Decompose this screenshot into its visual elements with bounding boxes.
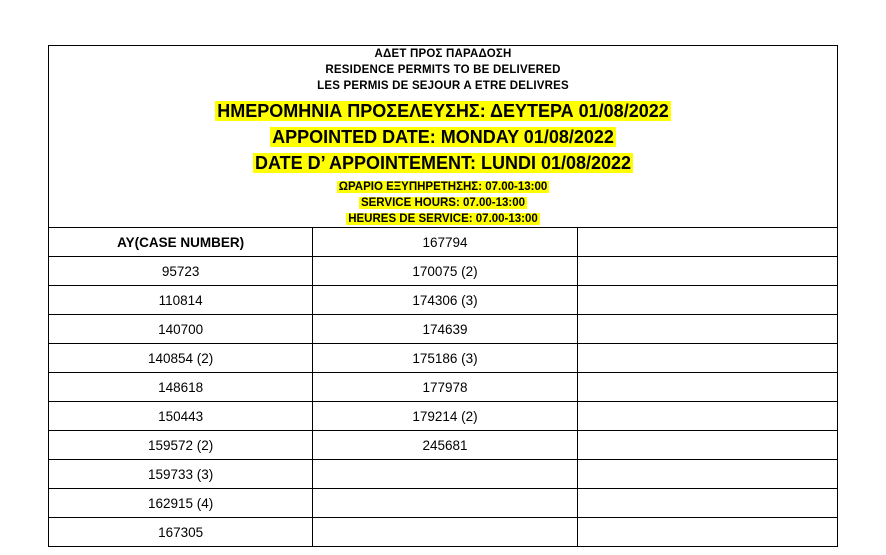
case-number-cell: 167305 <box>49 518 313 547</box>
empty-cell <box>577 518 837 547</box>
empty-cell <box>313 489 577 518</box>
empty-cell <box>577 344 837 373</box>
empty-cell <box>313 460 577 489</box>
table-row <box>49 286 838 315</box>
service-hours-block <box>49 179 837 227</box>
case-number-cell: 110814 <box>49 286 313 315</box>
appointment-greek-text: ΗΜΕΡΟΜΗΝΙΑ ΠΡΟΣΕΛΕΥΣΗΣ: ΔΕΥΤΕΡΑ 01/08/2022 <box>217 101 669 121</box>
hours-greek-text: ΩΡΑΡΙΟ ΕΞΥΠΗΡΕΤΗΣΗΣ: 07.00-13:00 <box>338 181 548 193</box>
case-number-column-header: ΑΥ(CASE NUMBER) <box>49 228 313 257</box>
case-number-cell: 162915 (4) <box>49 489 313 518</box>
table-row <box>49 315 838 344</box>
empty-cell <box>313 518 577 547</box>
permits-table <box>48 45 838 547</box>
empty-cell <box>577 402 837 431</box>
table-row <box>49 431 838 460</box>
table-row <box>49 228 838 257</box>
table-row <box>49 489 838 518</box>
empty-cell <box>577 460 837 489</box>
empty-cell <box>577 286 837 315</box>
appointment-french-text: DATE D’ APPOINTEMENT: LUNDI 01/08/2022 <box>254 153 632 173</box>
appointment-greek <box>49 98 837 124</box>
empty-cell <box>577 489 837 518</box>
case-number-cell: 150443 <box>49 402 313 431</box>
hours-english <box>49 195 837 211</box>
empty-cell <box>577 315 837 344</box>
case-number-cell: 170075 (2) <box>313 257 577 286</box>
table-row <box>49 373 838 402</box>
hours-french <box>49 211 837 227</box>
hours-english-text: SERVICE HOURS: 07.00-13:00 <box>360 197 526 209</box>
case-number-cell: 148618 <box>49 373 313 402</box>
case-number-cell: 140854 (2) <box>49 344 313 373</box>
appointment-english-text: APPOINTED DATE: MONDAY 01/08/2022 <box>272 127 614 147</box>
hours-greek <box>49 179 837 195</box>
title-greek: ΑΔΕΤ ΠΡΟΣ ΠΑΡΑΔΟΣΗ <box>374 48 512 60</box>
empty-cell <box>577 228 837 257</box>
table-row <box>49 518 838 547</box>
case-number-cell: 159733 (3) <box>49 460 313 489</box>
empty-cell <box>577 257 837 286</box>
table-row <box>49 344 838 373</box>
header-row <box>49 46 838 228</box>
case-number-cell: 179214 (2) <box>313 402 577 431</box>
empty-cell <box>577 373 837 402</box>
case-number-cell: 174639 <box>313 315 577 344</box>
case-number-cell: 95723 <box>49 257 313 286</box>
table-row <box>49 402 838 431</box>
table-body <box>49 46 838 547</box>
case-number-cell: 167794 <box>313 228 577 257</box>
case-number-cell: 177978 <box>313 373 577 402</box>
case-number-cell: 159572 (2) <box>49 431 313 460</box>
document-header <box>49 46 838 228</box>
hours-french-text: HEURES DE SERVICE: 07.00-13:00 <box>348 213 538 225</box>
case-number-cell: 245681 <box>313 431 577 460</box>
appointment-block <box>49 98 837 176</box>
title-english: RESIDENCE PERMITS TO BE DELIVERED <box>325 64 561 76</box>
table-row <box>49 257 838 286</box>
empty-cell <box>577 431 837 460</box>
case-number-cell: 174306 (3) <box>313 286 577 315</box>
appointment-english <box>49 124 837 150</box>
table-row <box>49 460 838 489</box>
appointment-french <box>49 150 837 176</box>
title-french: LES PERMIS DE SEJOUR A ETRE DELIVRES <box>317 80 569 92</box>
case-number-cell: 175186 (3) <box>313 344 577 373</box>
case-number-cell: 140700 <box>49 315 313 344</box>
